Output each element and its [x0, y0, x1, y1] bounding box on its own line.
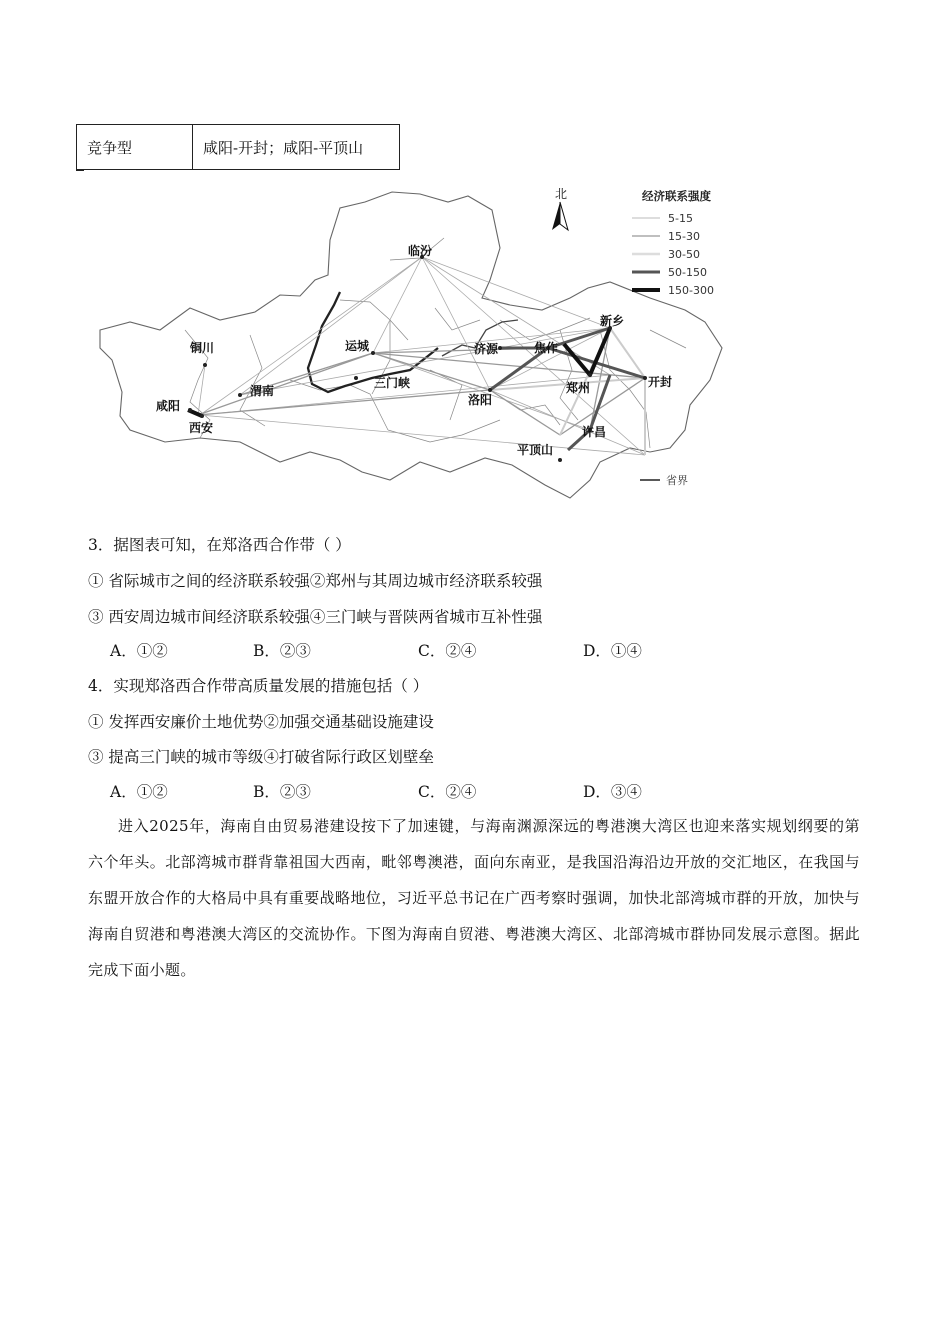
question-3-option-a[interactable]: A．①②: [110, 642, 168, 660]
question-4-option-d[interactable]: D．③④: [583, 783, 642, 801]
city-label-xianyang: 咸阳: [156, 399, 181, 413]
table-row: [77, 125, 400, 170]
question-3-stem: 3．据图表可知，在郑洛西合作带（ ）: [88, 536, 351, 554]
legend-item: 30-50: [668, 248, 700, 261]
table-cell-pairs: 咸阳-开封；咸阳-平顶山: [193, 125, 400, 170]
north-label: 北: [555, 187, 568, 201]
question-3-line1: ① 省际城市之间的经济联系较强②郑州与其周边城市经济联系较强: [88, 572, 543, 590]
table-corner-mark: [76, 170, 84, 171]
city-label-jiaozuo: 焦作: [534, 341, 559, 355]
city-label-weinan: 渭南: [250, 384, 275, 398]
legend-title: 经济联系强度: [642, 189, 711, 203]
question-4-option-a[interactable]: A．①②: [110, 783, 168, 801]
question-3-line2: ③ 西安周边城市间经济联系较强④三门峡与晋陕两省城市互补性强: [88, 608, 543, 626]
reading-passage: 进入2025年，海南自由贸易港建设按下了加速键，与海南渊源深远的粤港澳大湾区也迎来落实规划纲要的第六个年头。北部湾城市群背靠祖国大西南，毗邻粤澳港，面向东南亚，是我国沿海沿边开放的交汇地区，在我国与东盟开放合作的大格局中具有重要战略地位，习近平总书记在广西考察时强调，加快北部湾城市群的开放，加快与海南自贸港和粤港澳大湾区的交流协作。下图为海南自贸港、粤港澳大湾区、北部湾城市群协同发展示意图。据此完成下面小题。: [88, 817, 860, 979]
city-label-jiyuan: 济源: [474, 342, 499, 356]
city-label-xuchang: 许昌: [582, 425, 607, 439]
table-cell-type: 竞争型: [77, 125, 193, 170]
economic-link-map: [90, 180, 730, 515]
city-label-sanmenxia: 三门峡: [374, 376, 411, 390]
city-label-tongchuan: 铜川: [190, 341, 215, 355]
question-4-stem: 4．实现郑洛西合作带高质量发展的措施包括（ ）: [88, 677, 429, 695]
city-label-xian: 西安: [189, 421, 214, 435]
question-4-option-c[interactable]: C．②④: [418, 783, 477, 801]
legend-item: 15-30: [668, 230, 700, 243]
north-arrow-icon: [552, 187, 568, 230]
classification-table: [76, 124, 400, 170]
legend-item: 50-150: [668, 266, 707, 279]
city-label-pingdingshan: 平顶山: [517, 443, 554, 457]
legend-border-label: 省界: [666, 474, 688, 487]
city-label-linfen: 临汾: [408, 244, 433, 258]
city-label-xinxiang: 新乡: [600, 314, 625, 328]
city-label-yuncheng: 运城: [345, 339, 370, 353]
question-4-line2: ③ 提高三门峡的城市等级④打破省际行政区划壁垒: [88, 748, 434, 766]
city-label-kaifeng: 开封: [648, 375, 673, 389]
city-label-luoyang: 洛阳: [468, 393, 493, 407]
question-4-option-b[interactable]: B．②③: [253, 783, 311, 801]
province-border: [308, 292, 438, 392]
legend-item: 5-15: [668, 212, 693, 225]
question-3-option-c[interactable]: C．②④: [418, 642, 477, 660]
question-4-line1: ① 发挥西安廉价土地优势②加强交通基础设施建设: [88, 713, 434, 731]
city-label-zhengzhou: 郑州: [566, 381, 591, 395]
question-3-option-b[interactable]: B．②③: [253, 642, 311, 660]
legend-item: 150-300: [668, 284, 714, 297]
question-3-option-d[interactable]: D．①④: [583, 642, 642, 660]
